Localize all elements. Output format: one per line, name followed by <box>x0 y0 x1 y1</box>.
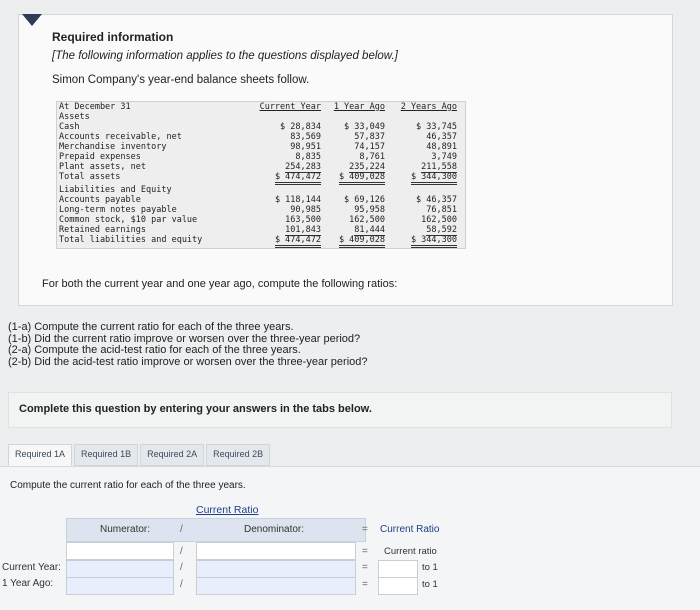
grid-subheader-cell <box>66 542 174 560</box>
equals-symbol: = <box>362 579 368 590</box>
current-year-ratio-result <box>378 560 418 578</box>
row-label: Accounts payable <box>59 195 141 205</box>
cell-value: 163,500 <box>285 215 321 225</box>
cell-value: 235,224 <box>349 162 385 172</box>
tab-required-1a[interactable]: Required 1A <box>8 444 72 466</box>
numerator-header: Numerator: <box>100 524 151 535</box>
requirement-tabs <box>8 444 272 466</box>
cell-value: 83,569 <box>290 132 321 142</box>
cell-value: 57,837 <box>354 132 385 142</box>
question-list <box>8 322 368 368</box>
cell-value: 48,891 <box>426 142 457 152</box>
cell-value: $ 474,472 <box>275 235 321 248</box>
table-row <box>57 152 465 162</box>
to-one-suffix: to 1 <box>422 562 438 573</box>
cell-value: 8,761 <box>359 152 385 162</box>
equals-symbol: = <box>362 546 368 557</box>
balance-sheet-intro: Simon Company's year-end balance sheets follow. <box>52 74 310 86</box>
required-information-subtitle: [The following information applies to the questions displayed below.] <box>52 50 398 62</box>
required-information-title: Required information <box>52 30 174 44</box>
denominator-header: Denominator: <box>244 524 305 535</box>
total-assets-row <box>57 172 465 185</box>
column-header: 2 Years Ago <box>400 102 457 112</box>
balance-sheet-header-row <box>57 102 465 112</box>
column-header: Current Year <box>259 102 321 112</box>
balance-sheet-table <box>56 101 466 249</box>
cell-value: 76,851 <box>426 205 457 215</box>
row-label: Total assets <box>59 172 121 182</box>
table-row <box>57 142 465 152</box>
cell-value: $ 474,472 <box>275 172 321 185</box>
cell-value: 74,157 <box>354 142 385 152</box>
cell-value: 162,500 <box>349 215 385 225</box>
cell-value: 254,283 <box>285 162 321 172</box>
table-row <box>57 122 465 132</box>
equals-symbol: = <box>362 524 368 535</box>
row-label: Merchandise inventory <box>59 142 167 152</box>
question-item: (1-a) Compute the current ratio for each of the three years. <box>8 321 294 333</box>
current-ratio-result-header: Current Ratio <box>380 524 440 535</box>
cell-value: $ 46,357 <box>416 195 457 205</box>
row-label: Total liabilities and equity <box>59 235 203 245</box>
cell-value: 58,592 <box>426 225 457 235</box>
instruction-banner <box>8 392 672 428</box>
table-row <box>57 205 465 215</box>
cell-value: 162,500 <box>421 215 457 225</box>
current-ratio-heading: Current Ratio <box>196 504 259 516</box>
cell-value: 211,558 <box>421 162 457 172</box>
row-label: Cash <box>59 122 80 132</box>
table-row <box>57 215 465 225</box>
row-label: Plant assets, net <box>59 162 146 172</box>
grid-subheader-cell <box>196 542 356 560</box>
cell-value: 101,843 <box>285 225 321 235</box>
cell-value: $ 69,126 <box>344 195 385 205</box>
table-row <box>57 162 465 172</box>
current-year-denominator-input[interactable] <box>196 560 356 578</box>
cell-value: 3,749 <box>431 152 457 162</box>
one-year-ago-numerator-input[interactable] <box>66 577 174 595</box>
row-label-current-year: Current Year: <box>2 562 61 573</box>
cell-value: 90,985 <box>290 205 321 215</box>
question-item: (2-a) Compute the acid-test ratio for each of the three years. <box>8 344 301 356</box>
one-year-ago-ratio-result <box>378 577 418 595</box>
row-label: Prepaid expenses <box>59 152 141 162</box>
cell-value: $ 28,834 <box>280 122 321 132</box>
row-label: Accounts receivable, net <box>59 132 182 142</box>
equals-symbol: = <box>362 562 368 573</box>
liabilities-heading: Liabilities and Equity <box>59 185 172 195</box>
tab-required-2a[interactable]: Required 2A <box>140 444 204 466</box>
one-year-ago-denominator-input[interactable] <box>196 577 356 595</box>
table-row <box>57 225 465 235</box>
date-header: At December 31 <box>59 102 131 112</box>
divide-symbol: / <box>180 579 183 590</box>
cell-value: $ 344,300 <box>411 172 457 185</box>
cell-value: $ 118,144 <box>274 195 321 205</box>
column-header: 1 Year Ago <box>333 102 385 112</box>
to-one-suffix: to 1 <box>422 579 438 590</box>
cell-value: 81,444 <box>354 225 385 235</box>
cell-value: $ 409,028 <box>339 172 385 185</box>
bookmark-marker-icon <box>22 14 42 26</box>
current-ratio-subheader: Current ratio <box>384 546 437 557</box>
cell-value: $ 33,745 <box>416 122 457 132</box>
divide-symbol: / <box>180 546 183 557</box>
cell-value: 95,958 <box>354 205 385 215</box>
total-liabilities-row <box>57 235 465 248</box>
cell-value: $ 33,049 <box>344 122 385 132</box>
question-item: (2-b) Did the acid-test ratio improve or worsen over the three-year period? <box>8 355 368 368</box>
current-year-numerator-input[interactable] <box>66 560 174 578</box>
table-row <box>57 132 465 142</box>
tab-required-2b[interactable]: Required 2B <box>206 444 270 466</box>
tab-required-1b[interactable]: Required 1B <box>74 444 138 466</box>
cell-value: $ 409,028 <box>339 235 385 248</box>
table-row <box>57 195 465 205</box>
row-label-1-year-ago: 1 Year Ago: <box>2 578 54 589</box>
cell-value: 46,357 <box>426 132 457 142</box>
question-item: (1-b) Did the current ratio improve or worsen over the three-year period? <box>8 332 361 345</box>
panel-question: Compute the current ratio for each of the three years. <box>10 480 246 491</box>
row-label: Common stock, $10 par value <box>59 215 198 225</box>
cell-value: 98,951 <box>290 142 321 152</box>
compute-ratios-instruction: For both the current year and one year ago, compute the following ratios: <box>42 278 398 290</box>
instruction-text: Complete this question by entering your answers in the tabs below. <box>19 403 372 415</box>
cell-value: 8,835 <box>295 152 321 162</box>
assets-heading: Assets <box>59 112 90 122</box>
cell-value: $ 344,300 <box>411 235 457 248</box>
row-label: Retained earnings <box>59 225 146 235</box>
row-label: Long-term notes payable <box>59 205 177 215</box>
divide-symbol: / <box>180 524 183 535</box>
divide-symbol: / <box>180 562 183 573</box>
